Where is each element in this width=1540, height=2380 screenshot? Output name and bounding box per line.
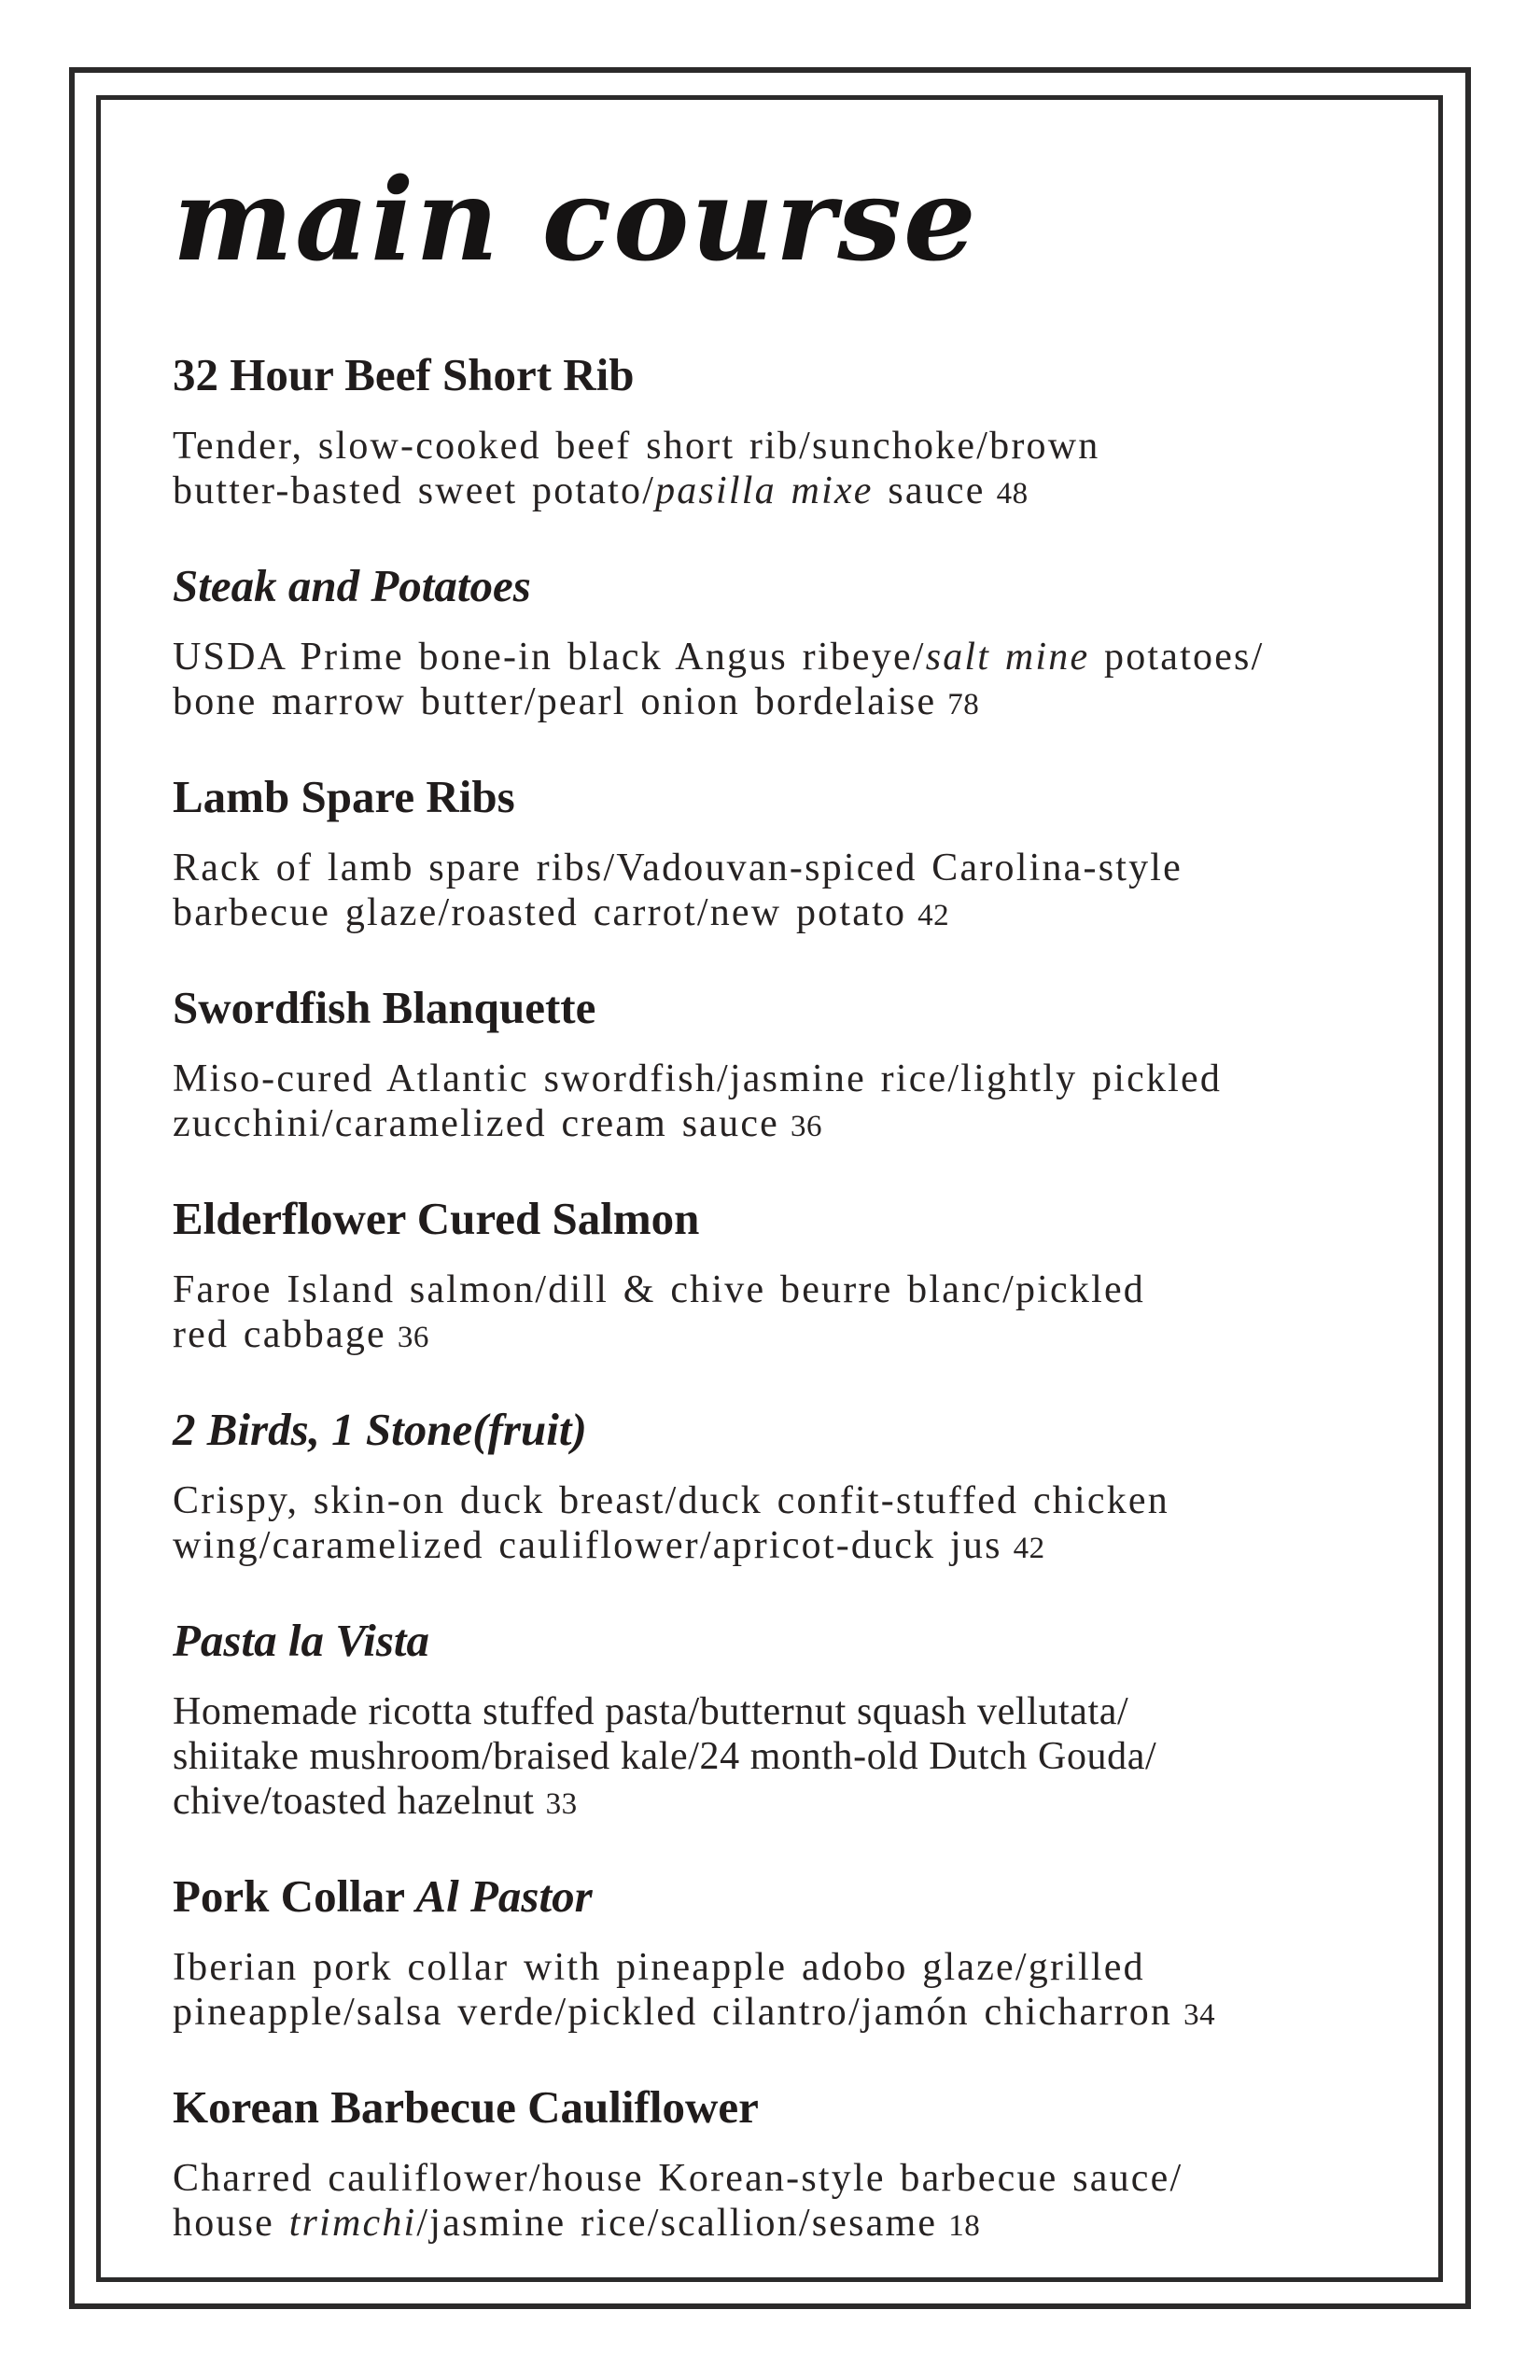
description-line (173, 1312, 1381, 1360)
description-line (173, 424, 1381, 469)
menu-item (173, 983, 1381, 1149)
page-title: main course (173, 152, 978, 287)
description-line (173, 2201, 1381, 2248)
item-heading-text: Lamb Spare Ribs (173, 771, 515, 822)
description-text: Faroe Island salmon/dill & chive beurre blanc/pickled (173, 1268, 1145, 1311)
menu-item (173, 1616, 1381, 1827)
item-price: 34 (1183, 1998, 1216, 2032)
description-text: Charred cauliflower/house Korean-style barbecue sauce/ (173, 2157, 1183, 2200)
item-heading (173, 772, 1381, 821)
description-text-italic: salt mine (925, 636, 1090, 679)
description-text: chive/toasted hazelnut (173, 1780, 535, 1823)
item-heading (173, 1194, 1381, 1243)
item-heading-text: Steak and Potatoes (173, 560, 531, 611)
menu-item (173, 1405, 1381, 1571)
item-description (173, 846, 1381, 938)
item-heading-text: Pork Collar (173, 1870, 416, 1922)
description-line (173, 1945, 1381, 1990)
item-heading (173, 1871, 1381, 1921)
item-heading (173, 2082, 1381, 2132)
item-description (173, 424, 1381, 516)
item-price: 78 (947, 688, 980, 721)
description-line (173, 679, 1381, 727)
item-price: 42 (917, 899, 950, 932)
item-description (173, 1945, 1381, 2037)
item-price: 48 (996, 477, 1029, 511)
description-line (173, 469, 1381, 516)
description-line (173, 1101, 1381, 1149)
description-text: Rack of lamb spare ribs/Vadouvan-spiced Carolina-style (173, 847, 1183, 889)
item-price: 18 (948, 2209, 981, 2243)
description-text: sauce (873, 469, 986, 512)
description-text: bone marrow butter/pearl onion bordelaise (173, 680, 937, 723)
item-heading-text: Pasta la Vista (173, 1615, 430, 1666)
description-text: zucchini/caramelized cream sauce (173, 1102, 780, 1145)
item-price: 36 (791, 1110, 823, 1143)
menu-content (173, 131, 1381, 2293)
item-heading-text: Korean Barbecue Cauliflower (173, 2081, 759, 2133)
description-line (173, 1689, 1381, 1734)
item-description (173, 1267, 1381, 1360)
description-text: pineapple/salsa verde/pickled cilantro/jamón chicharron (173, 1991, 1173, 2034)
description-line (173, 635, 1381, 679)
description-text: Miso-cured Atlantic swordfish/jasmine rice/lightly pickled (173, 1057, 1223, 1100)
description-text: Tender, slow-cooked beef short rib/sunchoke/brown (173, 425, 1100, 468)
description-line (173, 1057, 1381, 1101)
description-text: barbecue glaze/roasted carrot/new potato (173, 891, 907, 934)
item-description (173, 1478, 1381, 1571)
menu-item (173, 1871, 1381, 2037)
description-text: wing/caramelized cauliflower/apricot-duck jus (173, 1524, 1002, 1567)
description-text: Iberian pork collar with pineapple adobo glaze/grilled (173, 1946, 1145, 1989)
menu-item (173, 350, 1381, 516)
item-heading (173, 561, 1381, 610)
description-text: Crispy, skin-on duck breast/duck confit-stuffed chicken (173, 1479, 1169, 1522)
description-text: /jasmine rice/scallion/sesame (416, 2202, 938, 2245)
description-text: USDA Prime bone-in black Angus ribeye/ (173, 636, 926, 679)
menu-item (173, 561, 1381, 727)
item-heading (173, 1616, 1381, 1665)
description-text: house (173, 2202, 289, 2245)
item-description (173, 2156, 1381, 2248)
item-heading-text: Swordfish Blanquette (173, 982, 596, 1033)
description-text: Homemade ricotta stuffed pasta/butternut squash vellutata/ (173, 1690, 1129, 1733)
description-text: butter-basted sweet potato/ (173, 469, 656, 512)
description-text: potatoes/ (1089, 636, 1265, 679)
description-line (173, 1267, 1381, 1312)
description-line (173, 2156, 1381, 2201)
description-line (173, 1734, 1381, 1779)
item-heading-text: 32 Hour Beef Short Rib (173, 349, 635, 400)
menu-item (173, 1194, 1381, 1360)
item-price: 42 (1013, 1532, 1045, 1565)
description-line (173, 1523, 1381, 1571)
item-heading-text-italic: Al Pastor (415, 1870, 593, 1922)
item-heading (173, 350, 1381, 399)
description-line (173, 846, 1381, 890)
item-description (173, 1689, 1381, 1827)
description-line (173, 1478, 1381, 1523)
menu-item (173, 772, 1381, 938)
menu-item (173, 2082, 1381, 2248)
item-heading (173, 1405, 1381, 1454)
item-heading-text: 2 Birds, 1 Stone(fruit) (173, 1404, 587, 1455)
description-text-italic: trimchi (288, 2202, 417, 2245)
description-text-italic: pasilla mixe (655, 469, 874, 512)
description-line (173, 1779, 1381, 1827)
description-line (173, 890, 1381, 938)
description-text: red cabbage (173, 1313, 386, 1356)
item-description (173, 1057, 1381, 1149)
item-heading-text: Elderflower Cured Salmon (173, 1193, 700, 1244)
description-text: shiitake mushroom/braised kale/24 month-old Dutch Gouda/ (173, 1735, 1157, 1778)
item-heading (173, 983, 1381, 1032)
description-line (173, 1990, 1381, 2037)
item-price: 33 (545, 1787, 578, 1821)
item-description (173, 635, 1381, 727)
item-price: 36 (397, 1321, 429, 1354)
